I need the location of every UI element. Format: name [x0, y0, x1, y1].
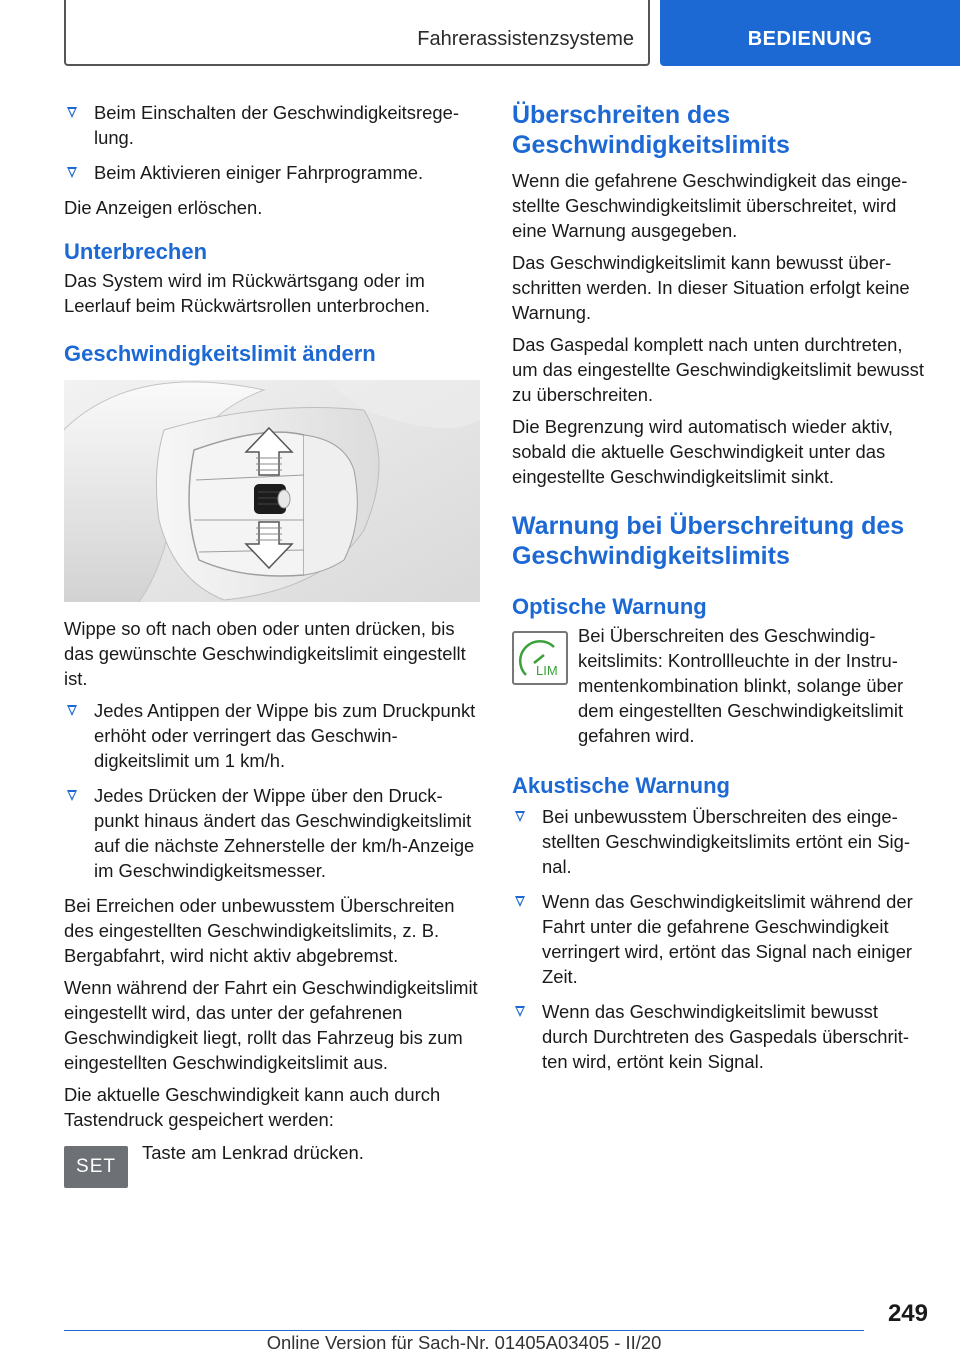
lim-icon-label: LIM — [536, 663, 558, 678]
set-button-icon: SET — [64, 1146, 128, 1188]
heading-unterbrechen: Unterbrechen — [64, 239, 208, 264]
footer-divider — [64, 1330, 864, 1331]
speed-limit-warning-light-icon — [512, 631, 568, 685]
paragraph-bewusst-ueberschreiten: Das Geschwindigkeitslimit kann bewusst überschritten werden. In dieser Situation erfolgt keine Warnung. — [512, 252, 910, 323]
left-column — [64, 100, 480, 1202]
paragraph-begrenzung: Die Begrenzung wird automatisch wieder aktiv, sobald die aktuelle Geschwindigkeit unter das eingestellte Geschwindigkeitslimit sinkt. — [512, 416, 893, 487]
set-button-row — [64, 1140, 480, 1202]
triangle-bullet-icon — [515, 896, 525, 907]
triangle-bullet-icon — [67, 167, 77, 178]
triangle-bullet-icon — [515, 811, 525, 822]
list-item: Bei unbewusstem Überschreiten des eingestellten Geschwindigkeitslimits ertönt ein Signal. — [512, 804, 928, 879]
bullet-list-wippe — [64, 698, 480, 883]
lim-warning-row — [512, 623, 928, 748]
chapter-title: Fahrerassistenzsysteme — [417, 28, 634, 50]
heading-optische-warnung: Optische Warnung — [512, 594, 707, 619]
paragraph-optische-warnung: Bei Überschreiten des Geschwindigkeitslimits: Kontrollleuchte in der Instrumentenkombination blinkt, solange über dem eingestellten Geschwindigkeitslimit gefahren wird. — [578, 625, 904, 746]
heading-ueberschreiten: Überschreiten des Geschwindigkeitslimits — [512, 101, 790, 159]
paragraph-waehrend: Wenn während der Fahrt ein Geschwindigkeitslimit eingestellt wird, das unter der gefahrenen Geschwindigkeit liegt, rollt das Fahrzeug bis zum eingestellten Geschwindigkeitslimit aus. — [64, 977, 478, 1073]
paragraph-wippe: Wippe so oft nach oben oder unten drücken, bis das gewünschte Geschwindigkeitslimit eingestellt ist. — [64, 618, 466, 689]
page-number: 249 — [887, 1300, 928, 1327]
right-column — [512, 100, 928, 1084]
triangle-bullet-icon — [67, 705, 77, 716]
paragraph-erreichen: Bei Erreichen oder unbewusstem Überschreiten des eingestellten Geschwindigkeitslimits, z. B. Bergabfahrt, wird nicht aktiv abgebremst. — [64, 895, 455, 966]
paragraph-anzeigen: Die Anzeigen erlöschen. — [64, 197, 263, 218]
section-tab-label: BEDIENUNG — [747, 28, 873, 50]
paragraph-unterbrechen: Das System wird im Rückwärtsgang oder im Leerlauf beim Rückwärtsrollen unterbrochen. — [64, 270, 430, 316]
steering-wheel-image — [64, 380, 480, 602]
list-item: Jedes Drücken der Wippe über den Druckpunkt hinaus ändert das Geschwindigkeitslimit auf die nächste Zehnerstelle der km/h-Anzeige im Geschwindigkeitsmesser. — [64, 783, 480, 883]
bullet-list-akustisch — [512, 804, 928, 1074]
list-item: Beim Einschalten der Geschwindigkeitsregelung. — [64, 100, 480, 150]
bullet-list-top — [64, 100, 480, 185]
heading-limit-aendern: Geschwindigkeitslimit ändern — [64, 341, 376, 366]
list-item: Wenn das Geschwindigkeitslimit während der Fahrt unter die gefahrene Geschwindigkeit verringert wird, ertönt das Signal nach einiger Zeit. — [512, 889, 928, 989]
chapter-header — [64, 0, 650, 66]
list-item: Jedes Antippen der Wippe bis zum Druckpunkt erhöht oder verringert das Geschwindigkeitslimit um 1 km/h. — [64, 698, 480, 773]
heading-warnung: Warnung bei Überschreitung des Geschwindigkeitslimits — [512, 512, 905, 570]
triangle-bullet-icon — [515, 1006, 525, 1017]
section-tab[interactable] — [660, 0, 960, 66]
list-item: Beim Aktivieren einiger Fahrprogramme. — [64, 160, 480, 185]
list-item: Wenn das Geschwindigkeitslimit bewusst durch Durchtreten des Gaspedals überschritten wird, ertönt kein Signal. — [512, 999, 928, 1074]
online-version-link[interactable]: Online Version für Sach-Nr. 01405A03405 - II/20 — [266, 1332, 662, 1353]
steering-wheel-rocker-illustration — [64, 380, 480, 602]
heading-akustische-warnung: Akustische Warnung — [512, 773, 730, 798]
paragraph-aktuelle: Die aktuelle Geschwindigkeit kann auch durch Tastendruck gespeichert werden: — [64, 1084, 441, 1130]
triangle-bullet-icon — [67, 790, 77, 801]
paragraph-warnung-ausgegeben: Wenn die gefahrene Geschwindigkeit das eingestellte Geschwindigkeitslimit überschreitet, wird eine Warnung ausgegeben. — [512, 170, 908, 241]
set-button-instruction: Taste am Lenkrad drücken. — [142, 1142, 364, 1163]
paragraph-gaspedal: Das Gaspedal komplett nach unten durchtreten, um das eingestellte Geschwindigkeitslimit bewusst zu überschreiten. — [512, 334, 924, 405]
triangle-bullet-icon — [67, 107, 77, 118]
